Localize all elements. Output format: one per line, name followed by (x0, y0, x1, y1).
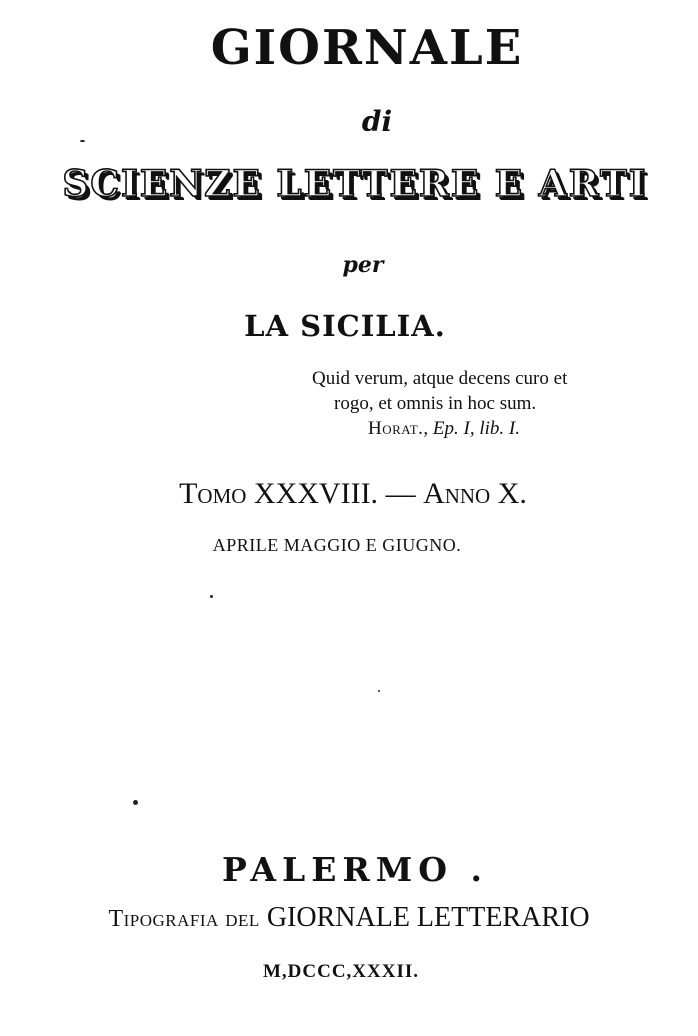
volume-dash: — (385, 477, 416, 510)
epigraph-citation (312, 416, 612, 441)
journal-subject: SCIENZE LETTERE E ARTI (62, 163, 648, 205)
paper-speck (210, 595, 213, 598)
printer-name: GIORNALE LETTERARIO (266, 902, 590, 933)
epigraph-work: Ep. I, lib. I. (432, 418, 520, 439)
tomo-number: XXXVIII. (253, 477, 379, 510)
epigraph-separator: , (423, 418, 429, 439)
issue-months: APRILE MAGGIO E GIUGNO. (212, 535, 462, 555)
imprint-city: PALERMO . (221, 850, 489, 889)
volume-line (4, 479, 698, 509)
region-name: LA SICILIA. (244, 309, 446, 343)
journal-title: GIORNALE (210, 20, 524, 76)
imprint-printer (0, 904, 698, 932)
anno-number: X. (497, 477, 527, 510)
imprint-year: M,DCCC,XXXII. (262, 961, 420, 982)
epigraph-line-2: rogo, et omnis in hoc sum. (334, 393, 537, 414)
di-connector: di (361, 105, 393, 138)
epigraph-author: Horat. (368, 418, 424, 439)
tomo-label: Tomo (179, 477, 247, 510)
paper-speck (80, 140, 85, 142)
epigraph-line-1: Quid verum, atque decens curo et (312, 368, 568, 389)
paper-speck (133, 800, 138, 805)
epigraph (312, 366, 612, 441)
anno-label: Anno (423, 477, 491, 510)
printer-prefix: Tipografia del (108, 906, 260, 932)
paper-speck (378, 690, 380, 692)
per-connector: per (342, 252, 384, 278)
